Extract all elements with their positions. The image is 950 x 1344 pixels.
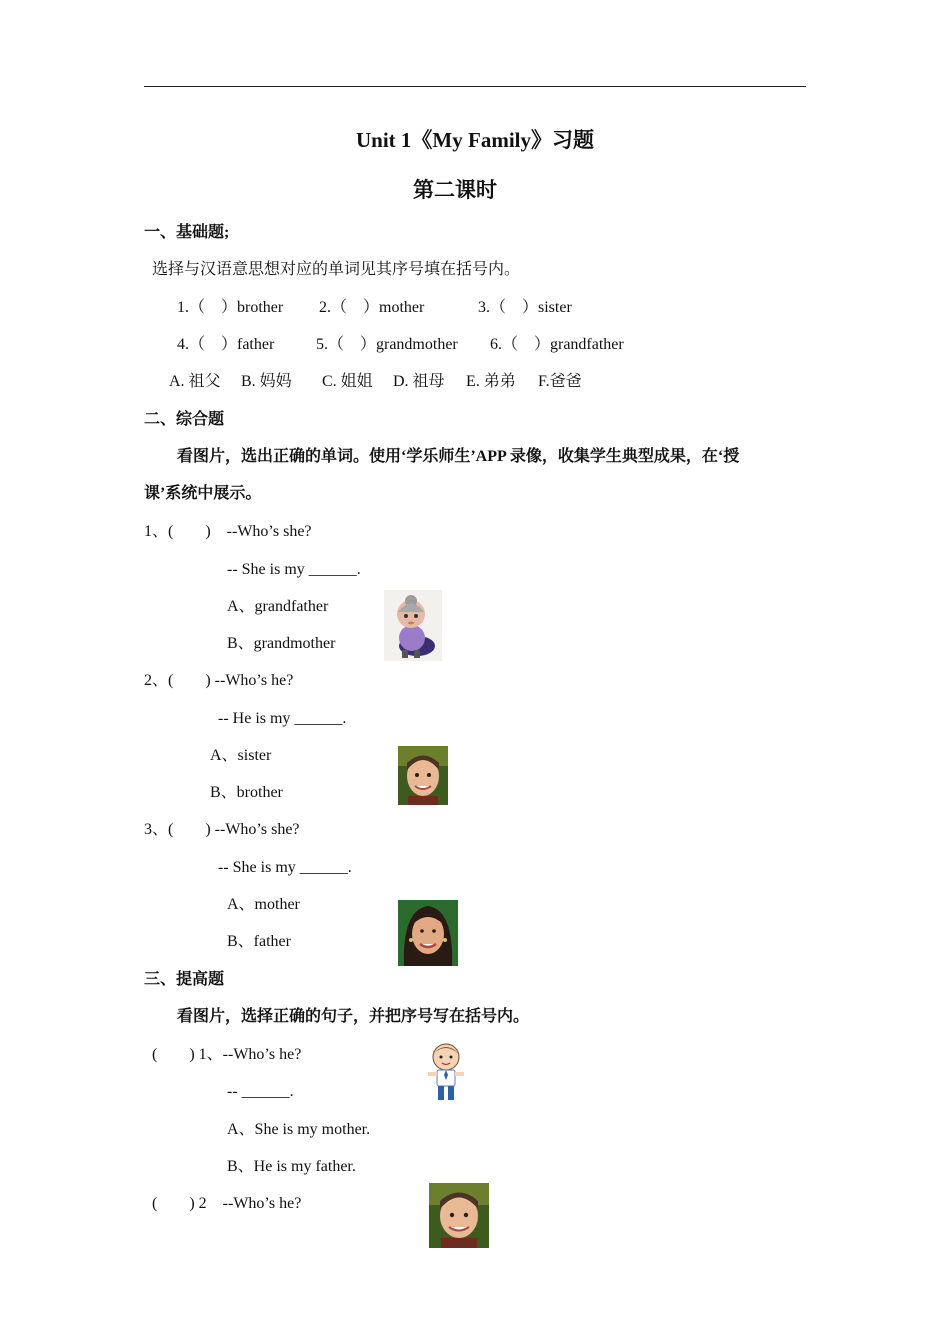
- s3-q1-option-a: A、She is my mother.: [227, 1121, 371, 1138]
- grandmother-doll-image: [384, 590, 442, 661]
- cartoon-man-image: [420, 1042, 472, 1102]
- boy-photo-image: [429, 1183, 489, 1248]
- s2-q2-option-b: B、brother: [210, 784, 283, 801]
- s2-answer-line-2: -- He is my ______.: [218, 710, 347, 727]
- vocab-item-2: 2.（ ）mother: [319, 299, 425, 316]
- section2-heading: 二、综合题: [144, 411, 225, 428]
- s2-q1-option-b: B、grandmother: [227, 635, 336, 652]
- boy-photo-image: [398, 746, 448, 805]
- option-f: F.爸爸: [538, 373, 582, 390]
- section2-instruction-line2: 课’系统中展示。: [144, 485, 262, 502]
- s3-question-2: ( ) 2 --Who’s he?: [152, 1195, 302, 1212]
- option-b: B. 妈妈: [241, 373, 292, 390]
- vocab-item-1: 1.（ ）brother: [177, 299, 284, 316]
- section1-instruction: 选择与汉语意思想对应的单词见其序号填在括号内。: [152, 261, 521, 278]
- section3-instruction: 看图片，选择正确的句子，并把序号写在括号内。: [177, 1008, 530, 1025]
- section1-heading: 一、基础题;: [144, 224, 230, 241]
- s2-q2-option-a: A、sister: [210, 747, 272, 764]
- page-subtitle: 第二课时: [413, 178, 497, 202]
- s2-question-1: 1、( ) --Who’s she?: [144, 523, 312, 540]
- s2-question-3: 3、( ) --Who’s she?: [144, 821, 300, 838]
- vocab-item-6: 6.（ ）grandfather: [490, 336, 624, 353]
- s2-answer-line-3: -- She is my ______.: [218, 859, 352, 876]
- s2-q1-option-a: A、grandfather: [227, 598, 329, 615]
- section3-heading: 三、提高题: [144, 971, 225, 988]
- header-rule: [144, 86, 806, 87]
- page-title: Unit 1《My Family》习题: [356, 128, 594, 152]
- vocab-item-4: 4.（ ）father: [177, 336, 275, 353]
- option-a: A. 祖父: [169, 373, 221, 390]
- s3-answer-line-1: -- ______.: [227, 1083, 294, 1100]
- option-c: C. 姐姐: [322, 373, 373, 390]
- section2-instruction-line1: 看图片，选出正确的单词。使用‘学乐师生’APP 录像，收集学生典型成果，在‘授: [177, 448, 740, 465]
- woman-photo-image: [398, 900, 458, 966]
- s2-q3-option-a: A、mother: [227, 896, 300, 913]
- option-e: E. 弟弟: [466, 373, 516, 390]
- s2-question-2: 2、( ) --Who’s he?: [144, 672, 294, 689]
- option-d: D. 祖母: [393, 373, 445, 390]
- s3-q1-option-b: B、He is my father.: [227, 1158, 356, 1175]
- s2-q3-option-b: B、father: [227, 933, 291, 950]
- s3-question-1: ( ) 1、--Who’s he?: [152, 1046, 302, 1063]
- vocab-item-3: 3.（ ）sister: [478, 299, 572, 316]
- vocab-item-5: 5.（ ）grandmother: [316, 336, 458, 353]
- s2-answer-line-1: -- She is my ______.: [227, 561, 361, 578]
